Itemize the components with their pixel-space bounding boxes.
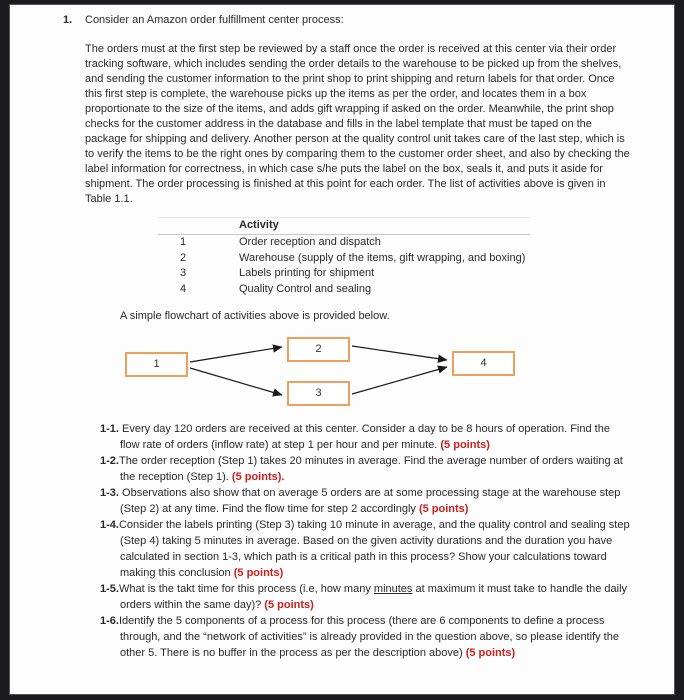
activity-table-header-label: Activity [239,219,279,231]
points-badge: (5 points) [418,503,469,515]
flow-box-step-1: 1 [125,352,188,377]
table-row [158,266,530,282]
activity-number: 1 [180,236,187,248]
arrow-1-to-2 [190,347,282,362]
question-1-6 [100,613,630,661]
question-1-1 [100,421,630,453]
question-text-after: at maximum it must take to handle the daily orders within the same day)? [120,583,628,611]
question-1-2 [100,453,630,485]
problem-title: Consider an Amazon order fulfillment center process: [85,14,344,26]
question-number: 1-6. [100,615,119,627]
table-row [158,282,530,298]
activity-table [158,217,530,297]
question-number: 1-1. [100,423,123,435]
question-text: Consider the labels printing (Step 3) taking 10 minute in average, and the quality control and sealing step (Step 4) taking 5 minutes in average. Based on the given activity durations and the duration you have calculated in section 1-3, which path is a critical path in this process? Show your calculations toward making this conclusion [118,519,630,579]
underlined-word: minutes [373,583,413,595]
question-text: What is the takt time for this process (i.e, how many [118,583,374,595]
flowchart [125,335,535,411]
points-badge: (5 points) [465,647,516,659]
points-badge: (5 points) [233,567,284,579]
activity-number: 4 [180,282,187,295]
activity-table-header-number-cell [158,218,205,233]
document-page [10,5,674,694]
question-text: Identify the 5 components of a process for this process (there are 6 components to define a process through, and the “network of activities” is already provided in the question above, so please identify the other 5. There is no buffer in the process as per the description above) [118,615,619,659]
activity-label: Quality Control and sealing [239,282,372,295]
activity-label: Warehouse (supply of the items, gift wrapping, and boxing) [239,251,526,264]
table-row [158,251,530,267]
question-text: Observations also show that on average 5 orders are at some processing stage at the warehouse step (Step 2) at any time. Find the flow time for step 2 accordingly [120,487,621,515]
problem-title-row [63,13,674,28]
activity-number: 3 [180,267,187,279]
table-row [158,235,530,251]
flow-box-step-2: 2 [287,337,350,362]
question-list [100,421,630,661]
points-badge: (5 points) [264,599,314,611]
arrow-1-to-3 [190,368,282,395]
points-badge: (5 points) [440,439,490,451]
flow-box-step-3: 3 [287,381,350,406]
arrow-2-to-4 [352,346,447,360]
points-badge: (5 points). [231,471,285,483]
question-1-3 [100,485,630,517]
activity-number: 2 [180,251,187,264]
problem-description: The orders must at the first step be reviewed by a staff once the order is received at this center via their order tracking software, which includes sending the order details to the warehouse to be picked up from the shelves, and sending the customer information to the print shop to print shipping and return labels for that order. Once this first step is complete, the warehouse picks up the items as per the order, and locates them in a box proportionate to the size of the items, and adds gift wrapping if asked on the order. Meanwhile, the print shop checks for the customer address in the database and fills in the label template that must be taped on the package for shipping and delivery. Another person at the quality control unit takes care of the last step, which is to verify the items to be the right ones by comparing them to the customer order sheet, and also by checking the label information for correctness, in which case s/he puts the label on the box, seals it, and puts it aside for shipment. The order processing is finished at this point for each order. The list of activities above is given in Table 1.1. [85,43,630,205]
question-number: 1-4. [100,519,119,531]
activity-label: Labels printing for shipment [239,267,375,279]
flowchart-intro: A simple flowchart of activities above is provided below. [120,310,390,322]
question-1-5 [100,581,630,613]
problem-number: 1. [63,14,73,26]
activity-label: Order reception and dispatch [239,236,381,248]
question-text: The order reception (Step 1) takes 20 minutes in average. Find the average number of orders waiting at the reception (Step 1). [118,455,623,483]
question-number: 1-3. [100,487,123,499]
question-1-4 [100,517,630,581]
arrow-3-to-4 [352,367,447,394]
activity-table-header-row [158,217,530,235]
question-number: 1-2. [100,455,119,467]
question-number: 1-5. [100,583,119,595]
flow-box-step-4: 4 [452,351,515,376]
question-text: Every day 120 orders are received at this center. Consider a day to be 8 hours of operation. Find the flow rate of orders (inflow rate) at step 1 per hour and per minute. [120,423,610,451]
